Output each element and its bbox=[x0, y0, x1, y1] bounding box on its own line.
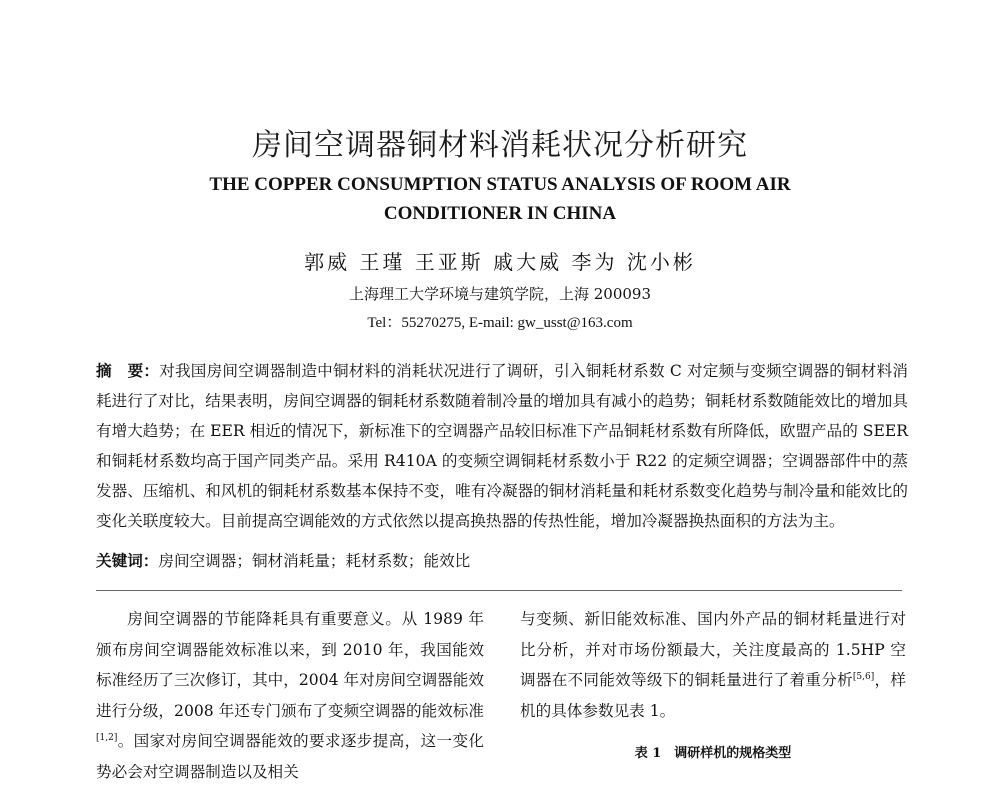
table-caption: 表 1 调研样机的规格类型 bbox=[634, 746, 792, 761]
section-divider bbox=[96, 590, 902, 591]
paper-title-english bbox=[160, 170, 840, 228]
body-left-text-a: 房间空调器的节能降耗具有重要意义。从 1989 年颁布房间空调器能效标准以来，到 2010 年，我国能效标准经历了三次修订，其中，2004 年对房间空调器能效进行分级，2008 年还专门颁布了变频空调器的能效标准 bbox=[96, 610, 484, 720]
citation-ref: [5,6] bbox=[852, 671, 875, 682]
title-english-line-2: CONDITIONER IN CHINA bbox=[383, 203, 617, 224]
body-right-text-b: ，样机的具体参数见表 1。 bbox=[520, 671, 906, 720]
keywords-label: 关键词： bbox=[96, 551, 159, 570]
body-left-text-b: 。国家对房间空调器能效的要求逐步提高，这一变化势必会对空调器制造以及相关 bbox=[96, 732, 484, 781]
paper-title-chinese: 房间空调器铜材料消耗状况分析研究 bbox=[252, 128, 748, 163]
abstract-text: 对我国房间空调器制造中铜材料的消耗状况进行了调研，引入铜耗材系数 C 对定频与变频空调器的铜材料消耗进行了对比，结果表明，房间空调器的铜耗材系数随着制冷量的增加具有减小的趋势；铜耗材系数随能效比的增加具有增大趋势；在 EER 相近的情况下，新标准下的空调器产品较旧标准下产品铜耗材系数有所降低，欧盟产品的 SEER 和铜耗材系数均高于国产同类产品。采用 R410A 的变频空调铜耗材系数小于 R22 的定频空调器；空调器部件中的蒸发器、压缩机、和风机的铜耗材系数基本保持不变，唯有冷凝器的铜材消耗量和耗材系数变化趋势与制冷量和能效比的变化关联度较大。目前提高空调能效的方式依然以提高换热器的传热性能，增加冷凝器换热面积的方法为主。 bbox=[96, 362, 908, 530]
contact-info: Tel：55270275, E-mail: gw_usst@163.com bbox=[367, 315, 633, 331]
keywords bbox=[96, 546, 908, 576]
author-list: 郭威 王瑾 王亚斯 戚大威 李为 沈小彬 bbox=[304, 250, 696, 274]
abstract bbox=[96, 356, 908, 536]
affiliation: 上海理工大学环境与建筑学院，上海 200093 bbox=[348, 285, 652, 303]
body-right-text-a: 与变频、新旧能效标准、国内外产品的铜材耗量进行对比分析，并对市场份额最大，关注度最高的 1.5HP 空调器在不同能效等级下的铜耗量进行了着重分析 bbox=[520, 610, 906, 689]
keywords-text: 房间空调器；铜材消耗量；耗材系数；能效比 bbox=[158, 552, 471, 570]
title-english-line-1: THE COPPER CONSUMPTION STATUS ANALYSIS OF ROOM AIR bbox=[209, 174, 791, 195]
citation-ref: [1,2] bbox=[96, 732, 118, 743]
body-column-right bbox=[520, 604, 906, 726]
abstract-label: 摘 要： bbox=[96, 361, 160, 380]
